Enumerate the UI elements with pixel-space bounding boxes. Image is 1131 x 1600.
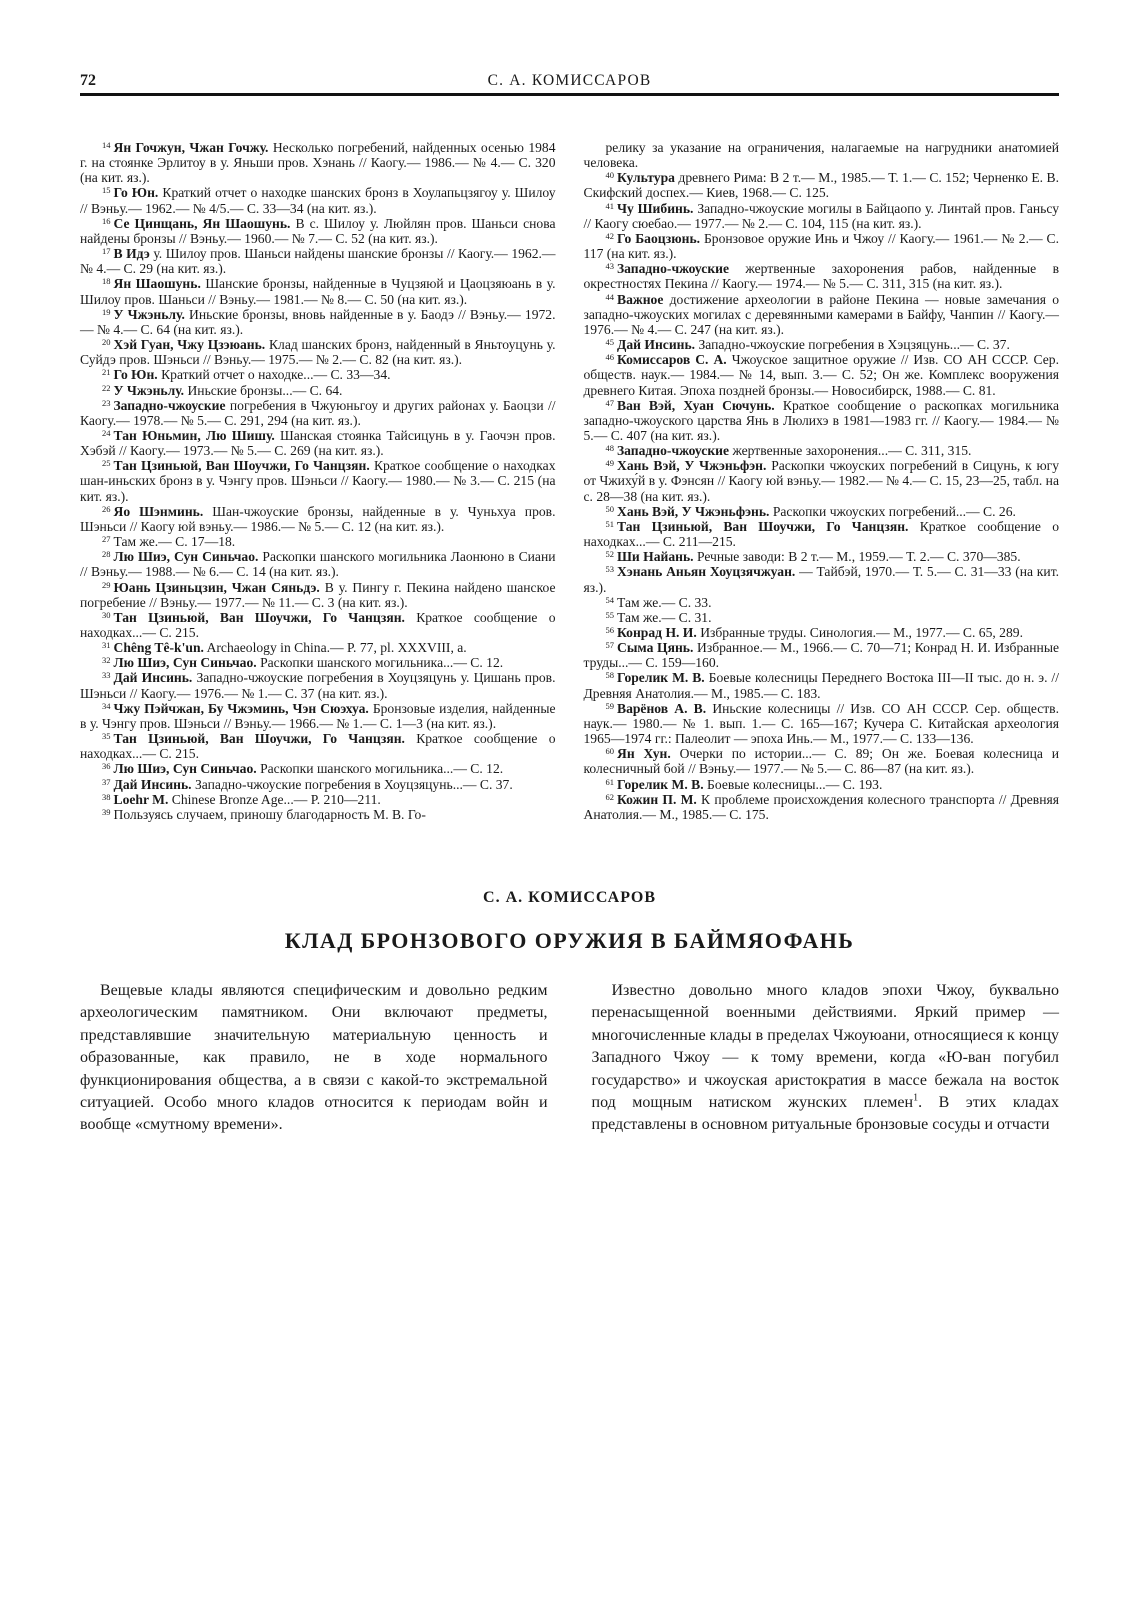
footnote-number: 21 [102,367,111,378]
footnote-author: Культура [617,170,675,186]
footnote [80,216,556,246]
running-head [80,72,1059,96]
footnote-text: Краткий отчет о находке шанских бронз в Хоулапьцзягоу у. Шилоу // Вэньу.— 1962.— № 4/5.— С. 33—34 (на кит. яз.). [80,185,556,216]
footnote-author: Кожин П. М. [617,791,697,807]
footnote [80,777,556,792]
footnote [584,564,1060,594]
footnote-author: Loehr M. [113,791,169,807]
footnote-number: 20 [102,337,111,348]
footnote [80,670,556,700]
footnote [584,549,1060,564]
footnote-number: 42 [605,230,614,241]
footnote-number: 30 [102,609,111,620]
footnote-number: 17 [102,246,111,257]
footnote-author: Хань Вэй, У Чжэньфэнь. [617,503,770,519]
footnote-text: жертвенные захоронения...— С. 311, 315. [732,443,972,459]
footnote [80,701,556,731]
footnote-author: Дай Инсинь. [617,337,696,353]
footnote-text: Западно-чжоуские могилы в Байцаопо у. Линтай пров. Ганьсу // Каогу сюебао.— 1977.— № 2.— С. 104, 115 (на кит. яз.). [583,200,1060,231]
footnote-author: Западно-чжоуские [617,261,730,277]
footnote-text: Краткий отчет о находке...— С. 33—34. [161,367,391,383]
footnote-author: Лю Шиэ, Сун Синьчао. [113,549,259,565]
footnote [80,307,556,337]
footnote [80,807,556,822]
footnote-author: Западно-чжоуские [113,397,226,413]
footnote [584,352,1060,397]
footnote-number: 48 [605,443,614,454]
footnote-number: 16 [102,215,111,226]
footnote [80,185,556,215]
footnote [584,625,1060,640]
footnote-text: Раскопки шанского могильника...— С. 12. [260,761,504,777]
footnote-author: Дай Инсинь. [113,670,193,686]
footnote [80,383,556,398]
footnote [584,140,1060,170]
footnote-text: Бронзовое оружие Инь и Чжоу // Каогу.— 1961.— № 2.— С. 117 (на кит. яз.). [583,230,1059,262]
footnote-text: Западно-чжоуские погребения в Хоуцзяцунь у. Цишань пров. Шэньси // Каогу.— 1976.— № 1.— С. 37 (на кит. яз.). [80,670,556,701]
footnote [80,140,556,185]
footnote-text: Краткое сообщение о находках...— С. 215. [80,609,556,640]
footnote-author: Горелик М. В. [617,670,705,686]
footnote-text: Чжоуское защитное оружие // Изв. СО АН СССР. Сер. обществ. наук.— 1984.— № 14, вып. 3.— С. 52; Он же. Комплекс вооружения древнего Китая. Эпоха поздней бронзы.— Новосибирск, 1988.— С. 81. [583,352,1059,398]
footnote [584,504,1060,519]
footnotes [80,140,1059,822]
footnote-author: Го Баоцзюнь. [617,230,701,246]
footnote-text: Пользуясь случаем, приношу благодарность М. В. Го- [113,806,426,822]
footnote-author: Ван Вэй, Хуан Сючунь. [617,397,775,413]
footnote [584,261,1060,291]
footnote [80,731,556,761]
footnote [80,276,556,306]
footnote-number: 51 [605,518,614,529]
article-column-right [592,980,1060,1137]
footnote-number: 29 [102,579,111,590]
footnote-text: Речные заводи: В 2 т.— М., 1959.— Т. 2.— С. 370—385. [696,549,1021,565]
footnote [584,201,1060,231]
footnote-text: Шан-чжоуские бронзы, найденные в у. Чуньхуа пров. Шэньси // Каогу юй вэньу.— 1986.— № 5.— С. 12 (на кит. яз.). [80,503,556,534]
footnote-number: 54 [605,594,614,605]
footnote-text: Шанская стоянка Тайсицунь в у. Гаочэн пров. Хэбэй // Каогу.— 1973.— № 5.— С. 269 (на кит. яз.). [80,427,556,459]
footnote-number: 27 [102,534,111,545]
footnote [80,458,556,503]
footnote-text: достижение археологии в районе Пекина — новые замечания о западно-чжоуских могилах с деревянными камерами в Байфу, Чанпин // Каогу.— 1976.— № 4.— С. 247 (на кит. яз.). [583,291,1059,337]
article-text-right: Известно довольно много кладов эпохи Чжоу, буквально перенасыщенной военными действиями. Яркий пример — многочисленные клады в пределах Чжоуюани, относящиеся к концу Западного Чжоу — к тому времени, когда «Ю-ван погубил государство» и чжоуская аристократия в массе бежала на восток под мощным натиском жунских племен [591,982,1059,1112]
footnote-text: Раскопки чжоуских погребений в Сицунь, к югу от Чжиху́й в у. Фэнсян // Каогу юй вэньу.— 1982.— № 4.— С. 15, 23—25, табл. на с. 28—38 (на кит. яз.). [583,458,1059,504]
running-title: С. А. КОМИССАРОВ [487,72,652,89]
footnote [80,640,556,655]
footnote-text: Иньские колесницы // Изв. СО АН СССР. Сер. обществ. наук.— 1980.— № 1. вып. 1.— С. 165—167; Кучера С. Китайская археология 1965—1974 гг.: Палеолит — эпоха Инь.— М., 1977.— С. 133—136. [583,700,1059,747]
footnote-author: Комиссаров С. А. [617,352,727,368]
footnote-author: Тан Цзиньюй, Ван Шоучжи, Го Чанцзян. [113,609,405,625]
footnote [584,640,1060,670]
footnote [80,534,556,549]
article-column-left [80,980,548,1137]
footnote-text: Там же.— С. 31. [617,609,712,625]
footnote [584,670,1060,700]
footnote [584,398,1060,443]
footnote-author: Яо Шэнминь. [113,503,204,519]
footnote [80,761,556,776]
footnote-text: К проблеме происхождения колесного транспорта // Древняя Анатолия.— М., 1985.— С. 175. [583,791,1059,822]
footnote-author: Юань Цзиньцзин, Чжан Сяньдэ. [113,579,320,595]
footnote [80,367,556,382]
footnote-number: 53 [605,564,614,575]
article-body [80,980,1059,1137]
footnote-author: Го Юн. [113,367,158,383]
page-number: 72 [80,72,96,89]
footnote-author: Хань Вэй, У Чжэньфэн. [617,458,767,474]
footnote [80,792,556,807]
footnote-text: Очерки по истории...— С. 89; Он же. Боевая колесница и колесничный бой // Вэньу.— 1977.— № 5.— С. 86—87 (на кит. яз.). [583,746,1060,777]
footnotes-left-column [80,140,556,822]
footnote-text: Иньские бронзы, вновь найденные в у. Баодэ // Вэньу.— 1972.— № 4.— С. 64 (на кит. яз.). [80,306,556,337]
footnote [584,792,1060,822]
footnote-number: 33 [102,670,111,681]
footnote-author: Тан Цзиньюй, Ван Шоучжи, Го Чанцзян. [113,731,405,747]
footnote-number: 44 [605,291,614,302]
footnote-text: — Тайбэй, 1970.— Т. 5.— С. 31—33 (на кит. яз.). [583,564,1060,595]
footnote-author: Ши Найань. [617,549,694,565]
footnote-text: погребения в Чжуюньгоу и других районах у. Баоцзи // Каогу.— 1978.— № 5.— С. 291, 294 (на кит. яз.). [80,397,556,428]
article-text-right-cont: . В этих кладах представлены в основном ритуальные бронзовые сосуды и отчасти [591,1094,1059,1134]
footnote-text: Избранное.— М., 1966.— С. 70—71; Конрад Н. И. Избранные труды...— С. 159—160. [583,640,1059,671]
footnote-number: 55 [605,609,614,620]
footnote [584,443,1060,458]
footnote-author: В Идэ [113,246,150,262]
footnote-text: у. Шилоу пров. Шаньси найдены шанские бронзы // Каогу.— 1962.— № 4.— С. 29 (на кит. яз.). [80,246,556,277]
footnote [80,580,556,610]
footnote-author: Лю Шиэ, Сун Синьчао. [113,655,257,671]
footnote-author: Варёнов А. В. [617,700,707,716]
article-title: КЛАД БРОНЗОВОГО ОРУЖИЯ В БАЙМЯОФАНЬ [284,928,855,954]
footnote-author: Дай Инсинь. [113,776,192,792]
footnote-author: Ян Хун. [617,746,671,762]
article-author: С. А. КОМИССАРОВ [483,889,656,907]
footnote [80,610,556,640]
footnote-number: 35 [102,731,111,742]
footnote-number: 62 [605,791,614,802]
footnote-text: Краткое сообщение о находках шан-иньских бронз в у. Чэнгу пров. Шэньси // Каогу.— 1980.— № 3.— С. 215 (на кит. яз.). [80,458,556,504]
footnote [584,170,1060,200]
footnote-text: Chinese Bronze Age...— P. 210—211. [171,791,381,807]
footnote-number: 19 [102,306,111,317]
footnote-text: В с. Шилоу у. Люйлян пров. Шаньси снова найдены бронзы // Вэньу.— 1960.— № 7.— С. 52 (на кит. яз.). [80,215,556,246]
footnote-author: Chêng Tê-k'un. [113,640,204,656]
footnote-number: 37 [102,776,111,787]
footnote-number: 31 [102,640,111,651]
footnote-author: Тан Цзиньюй, Ван Шоучжи, Го Чанцзян. [617,518,909,534]
footnote-text: Краткое сообщение о находках...— С. 215. [80,731,556,762]
footnote-number: 18 [102,276,111,287]
footnote [80,655,556,670]
footnote-author: У Чжэньлу. [113,382,185,398]
footnote-text: Несколько погребений, найденных осенью 1984 г. на стоянке Эрлитоу в у. Яньши пров. Хэнань // Каогу.— 1986.— № 4.— С. 320 (на кит. яз.). [80,140,556,186]
footnote-text: Шанские бронзы, найденные в Чуцзяюй и Цаоцзяюань в у. Шилоу пров. Шаньси // Вэньу.— 1981.— № 8.— С. 50 (на кит. яз.). [80,276,556,307]
footnote-author: Западно-чжоуские [617,443,730,459]
footnote-number: 43 [605,261,614,272]
footnote-author: Тан Юньмин, Лю Шишу. [113,427,275,443]
footnote-text: Краткое сообщение о раскопках могильника западно-чжоуского царства Янь в Люлихэ в 1981—1983 гг. // Каогу.— 1984.— № 5.— С. 407 (на кит. яз.). [583,397,1059,443]
footnote-number: 59 [605,700,614,711]
footnote [584,292,1060,337]
footnote-number: 26 [102,503,111,514]
footnote-author: Го Юн. [113,185,159,201]
footnote-author: Сыма Цянь. [617,640,694,656]
footnote-text: Бронзовые изделия, найденные в у. Чэнгу пров. Шэньси // Вэньу.— 1966.— № 1.— С. 1—3 (на кит. яз.). [80,700,556,731]
footnote-number: 57 [605,640,614,651]
footnote-number: 49 [605,458,614,469]
footnote-author: Ян Гочжун, Чжан Гочжу. [113,140,269,155]
footnote-number: 14 [102,140,111,150]
footnote [584,519,1060,549]
footnote-text: Западно-чжоуские погребения в Хоуцзяцунь...— С. 37. [194,776,513,792]
footnote-text: Краткое сообщение о находках...— С. 211—215. [583,518,1059,550]
footnote [80,398,556,428]
footnote-number: 61 [605,776,614,787]
footnote-author: Хэй Гуан, Чжу Цзэюань. [113,337,266,353]
footnote-number: 56 [605,625,614,635]
footnote-number: 34 [102,700,111,711]
footnote-author: Хэнань Аньян Хоуцзячжуан. [617,564,796,580]
footnote-author: Конрад Н. И. [617,625,697,640]
footnote-text: древнего Рима: В 2 т.— М., 1985.— Т. 1.— С. 152; Черненко Е. В. Скифский доспех.— Киев, 1968.— С. 125. [583,170,1059,201]
footnote-author: Чу Шибинь. [617,200,694,216]
footnote-number: 52 [605,549,614,560]
footnote-number: 47 [605,397,614,408]
footnote-number: 23 [102,397,111,408]
footnote [80,428,556,458]
footnote-text: Иньские бронзы...— С. 64. [187,382,343,398]
footnote-text: Раскопки шанского могильника Лаонюно в Сиани // Вэньу.— 1988.— № 6.— С. 14 (на кит. яз.). [80,549,556,580]
footnote [80,504,556,534]
footnote-text: Там же.— С. 17—18. [113,534,236,550]
footnote-number: 60 [605,746,614,757]
footnote-author: Лю Шиэ, Сун Синьчао. [113,761,257,777]
footnote-author: Се Цинщань, Ян Шаошунь. [113,215,291,231]
footnote-text: Там же.— С. 33. [617,594,712,610]
footnote-text: Избранные труды. Синология.— М., 1977.— С. 65, 289. [700,625,1023,640]
footnotes-right-column [584,140,1060,822]
footnote [584,595,1060,610]
footnote-text: Раскопки шанского могильника...— С. 12. [260,655,504,671]
footnote [80,337,556,367]
footnote-number: 22 [102,382,111,393]
footnote-number: 45 [605,337,614,348]
footnote-text: Archaeology in China.— P. 77, pl. XXXVIII, a. [206,640,467,656]
footnote-number: 32 [102,655,111,666]
footnote-text: Клад шанских бронз, найденный в Яньтоуцунь у. Суйдэ пров. Шэньси // Вэньу.— 1975.— № 2.— С. 82 (на кит. яз.). [80,337,556,368]
article-text-left: Вещевые клады являются специфическим и довольно редким археологическим памятником. Они включают предметы, представлявшие значительную материальную ценность и образованные, как правило, не в ходе нормального функционирования общества, а в связи с какой-то экстремальной ситуацией. Особо много кладов относится к периодам войн и вообще «смутному времени». [80,982,548,1134]
footnote [584,701,1060,746]
footnote-author: Важное [617,291,664,307]
footnote-number: 58 [605,670,614,681]
footnote [584,231,1060,261]
note-ref[interactable]: 1 [913,1092,919,1104]
footnote-author: Тан Цзиньюй, Ван Шоучжи, Го Чанцзян. [113,458,370,474]
footnote [584,610,1060,625]
footnote [584,458,1060,503]
footnote-author: Горелик М. В. [617,776,704,792]
footnote-number: 38 [102,791,111,802]
footnote-text: Раскопки чжоуских погребений...— С. 26. [772,503,1016,519]
footnote-author: Ян Шаошунь. [113,276,201,292]
footnote-number: 36 [102,761,111,772]
footnote-number: 40 [605,170,614,181]
footnote-text: Боевые колесницы...— С. 193. [707,776,883,792]
footnote [80,246,556,276]
footnote-number: 39 [102,806,111,817]
footnote-author: Чжу Пэйчжан, Бу Чжэминь, Чэн Сюэхуа. [113,700,369,716]
footnote [584,777,1060,792]
footnote [584,337,1060,352]
footnote-number: 41 [605,200,614,211]
footnote-text: релику за указание на ограничения, налагаемые на нагрудники анатомией человека. [583,140,1059,171]
footnote-author: У Чжэньлу. [113,306,185,322]
footnote-number: 46 [605,352,614,363]
footnote-text: В у. Пингу г. Пекина найдено шанское погребение // Вэньу.— 1977.— № 11.— С. 3 (на кит. яз.). [80,579,556,610]
footnote-number: 50 [605,503,614,514]
footnote [80,549,556,579]
footnote-number: 25 [102,458,111,469]
footnote-number: 24 [102,427,111,438]
footnote-number: 15 [102,185,111,196]
footnote-text: Боевые колесницы Переднего Востока III—II тыс. до н. э. // Древняя Анатолия.— М., 1985.— С. 183. [583,670,1059,701]
footnote-number: 28 [102,549,111,560]
footnote-text: жертвенные захоронения рабов, найденные в окрестностях Пекина // Каогу.— 1974.— № 5.— С. 311, 315 (на кит. яз.). [583,261,1059,292]
footnote [584,746,1060,776]
footnote-text: Западно-чжоуские погребения в Хэцзяцунь...— С. 37. [698,337,1010,353]
